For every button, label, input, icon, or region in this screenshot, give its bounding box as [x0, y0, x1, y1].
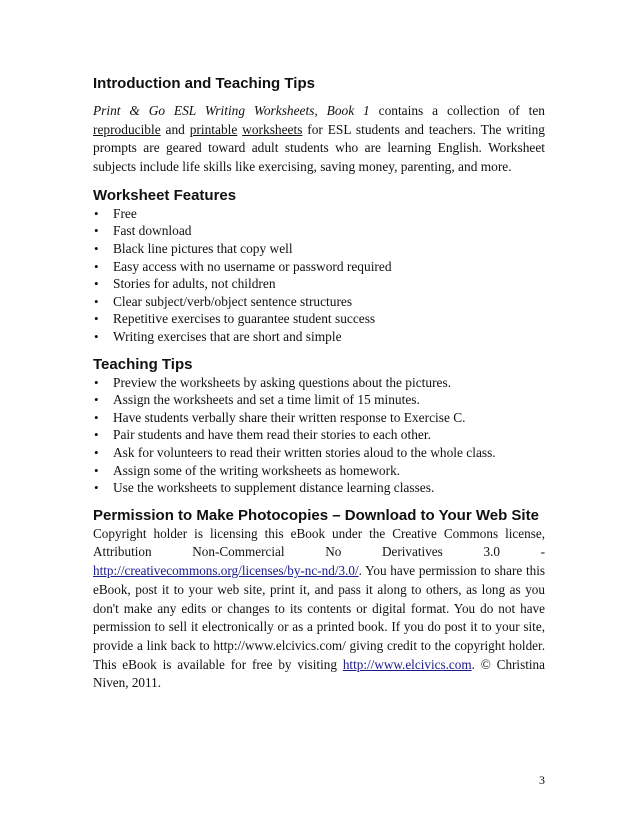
license-link[interactable]: http://creativecommons.org/licenses/by-nc-nd/3.0/: [93, 563, 359, 579]
list-item: • Assign the worksheets and set a time limit of 15 minutes.: [93, 391, 545, 409]
permission-paragraph: [93, 525, 545, 693]
word-reproducible: reproducible: [93, 121, 161, 137]
elcivics-link[interactable]: http://www.elcivics.com: [342, 656, 472, 672]
list-item: • Easy access with no username or password required: [93, 258, 545, 276]
list-item: • Have students verbally share their written response to Exercise C.: [93, 409, 545, 427]
list-item: • Repetitive exercises to guarantee student success: [93, 310, 545, 328]
word-printable: printable: [189, 121, 238, 137]
list-item: • Use the worksheets to supplement distance learning classes.: [93, 479, 545, 497]
tips-list: [93, 374, 545, 497]
intro-paragraph: [93, 102, 545, 177]
permission-text-3: . © Christina Niven, 2011.: [93, 656, 546, 691]
page-content: [93, 74, 545, 693]
list-item: • Stories for adults, not children: [93, 275, 545, 293]
intro-text-1: contains a collection of ten: [369, 103, 545, 118]
intro-text-4: for ESL students and teachers. The writing prompts are geared toward adult students who are learning English. Worksheet subjects include life skills like exercising, saving money, parenting, and more.: [93, 121, 545, 175]
list-item: • Ask for volunteers to read their written stories aloud to the whole class.: [93, 444, 545, 462]
intro-text-2: and: [160, 121, 190, 137]
features-list: [93, 205, 545, 346]
tips-heading: Teaching Tips: [93, 355, 193, 373]
list-item: • Black line pictures that copy well: [93, 240, 545, 258]
list-item: • Preview the worksheets by asking questions about the pictures.: [93, 374, 545, 392]
list-item: • Pair students and have them read their stories to each other.: [93, 426, 545, 444]
permission-heading: Permission to Make Photocopies – Download to Your Web Site: [93, 506, 539, 524]
list-item: • Assign some of the writing worksheets as homework.: [93, 462, 545, 480]
intro-heading: Introduction and Teaching Tips: [93, 75, 315, 92]
list-item: • Free: [93, 205, 545, 223]
permission-text-1: Copyright holder is licensing this eBook under the Creative Commons license, Attribution Non-Commercial No Derivatives 3.0 -: [93, 525, 545, 560]
permission-text-2: . You have permission to share this eBook, post it to your web site, print it, and pass it along to others, as long as you don't make any edits or changes to its contents or digital format. You do not have permission to sell it electronically or as a printed book. If you do post it to your site, provide a link back to http://www.elcivics.com/ giving credit to the copyright holder. This eBook is available for free by visiting: [93, 563, 545, 672]
features-heading: Worksheet Features: [93, 186, 237, 204]
list-item: • Fast download: [93, 222, 545, 240]
page-number: 3: [539, 773, 545, 787]
list-item: • Writing exercises that are short and simple: [93, 328, 545, 346]
list-item: • Clear subject/verb/object sentence structures: [93, 293, 545, 311]
word-worksheets: worksheets: [242, 121, 303, 137]
book-title: Print & Go ESL Writing Worksheets, Book 1: [93, 103, 370, 118]
